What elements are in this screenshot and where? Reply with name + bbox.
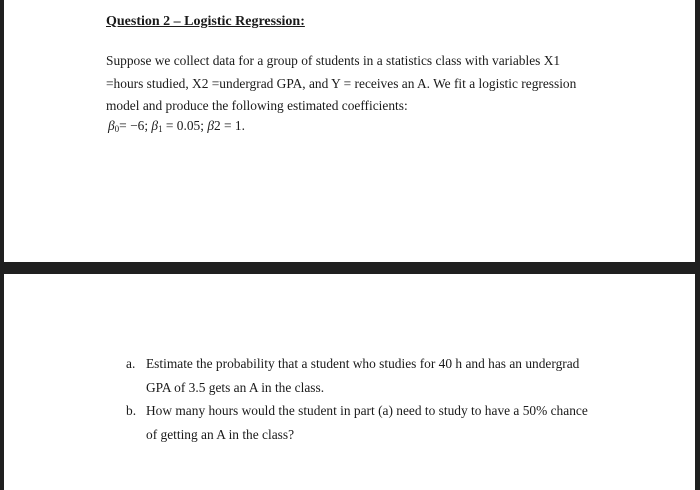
beta1-symbol: β xyxy=(151,118,159,133)
paragraph-line: model and produce the following estimated coefficients: xyxy=(106,98,408,114)
beta1-value: = 0.05; xyxy=(162,118,208,133)
beta0-value: = −6; xyxy=(119,118,152,133)
part-line: of getting an A in the class? xyxy=(146,426,295,442)
document-page-bottom xyxy=(4,274,695,490)
part-letter: a. xyxy=(126,356,136,371)
beta0-symbol: β xyxy=(108,118,115,133)
beta2-value: 2 = 1. xyxy=(213,118,245,133)
part-line: Estimate the probability that a student who studies for 40 h and has an undergrad xyxy=(146,356,580,371)
beta1-subscript: 1 xyxy=(158,124,163,134)
part-line: How many hours would the student in part (a) need to study to have a 50% chance xyxy=(146,403,588,418)
paragraph-line: Suppose we collect data for a group of students in a statistics class with variables X1 xyxy=(106,53,561,68)
coefficients-line xyxy=(108,118,245,134)
paragraph-line: =hours studied, X2 =undergrad GPA, and Y = receives an A. We fit a logistic regression xyxy=(106,75,577,91)
question-part-a xyxy=(126,352,626,399)
question-title: Question 2 – Logistic Regression: xyxy=(106,14,305,29)
question-paragraph xyxy=(106,50,606,118)
part-line: GPA of 3.5 gets an A in the class. xyxy=(146,379,325,395)
part-letter: b. xyxy=(126,403,137,418)
question-parts-list xyxy=(126,352,626,446)
beta0-subscript: 0 xyxy=(114,124,120,134)
document-page-top xyxy=(4,0,695,262)
beta2-symbol: β xyxy=(207,118,214,133)
question-part-b xyxy=(126,399,626,446)
